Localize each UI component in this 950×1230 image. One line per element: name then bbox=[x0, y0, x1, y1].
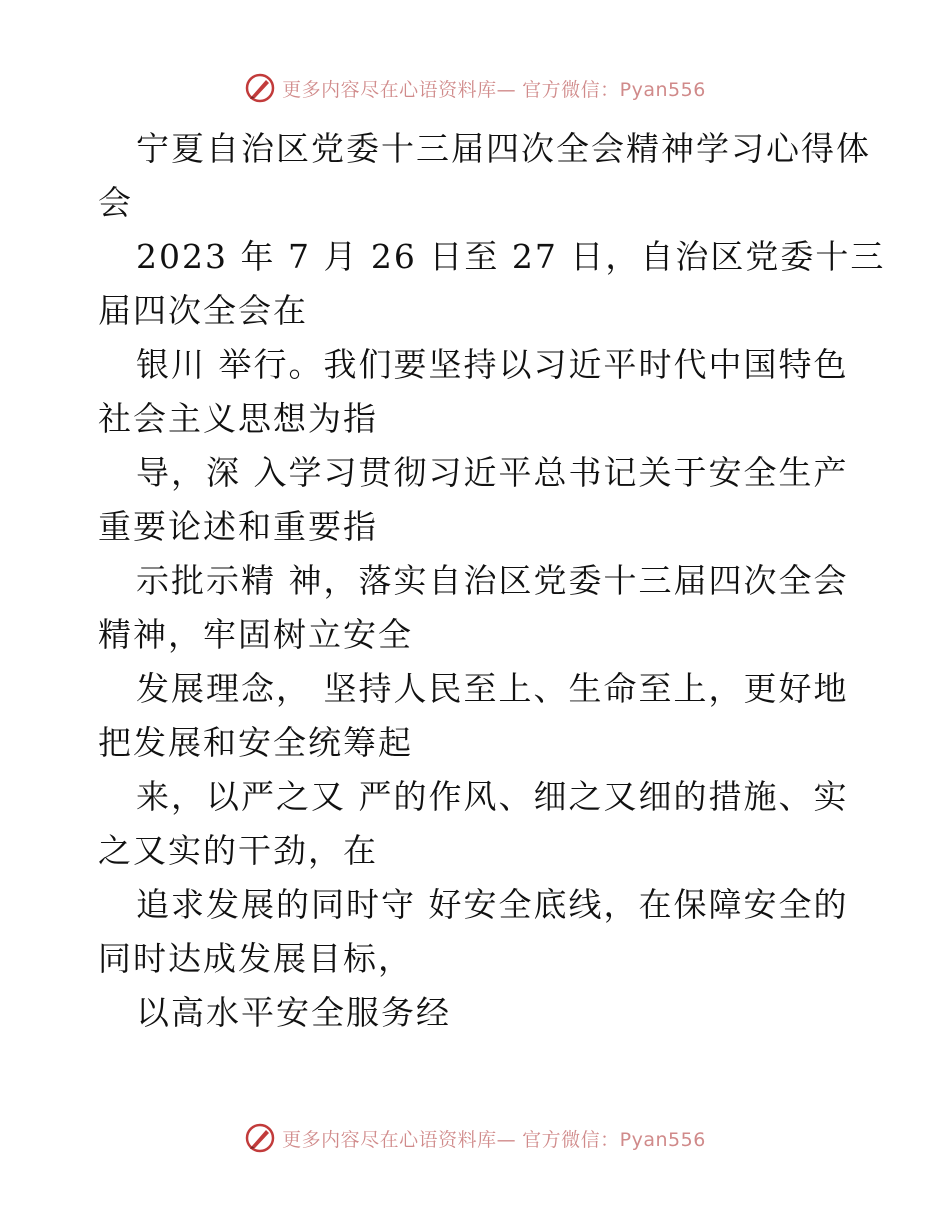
text-line: 示批示精 神，落实自治区党委十三届四次全会 bbox=[136, 561, 849, 600]
text-line: 把发展和安全统筹起 bbox=[98, 723, 413, 762]
text-line: 届四次全会在 bbox=[98, 291, 308, 330]
header-watermark bbox=[0, 72, 950, 104]
text-line: 同时达成发展目标， bbox=[98, 939, 413, 978]
watermark-text: 更多内容尽在心语资料库— bbox=[282, 1128, 517, 1151]
text-line: 银川 举行。我们要坚持以习近平时代中国特色 bbox=[136, 345, 849, 384]
watermark-contact: 官方微信：Pyan556 bbox=[522, 1128, 706, 1151]
document-body bbox=[98, 122, 886, 1040]
text-line: 宁夏自治区党委十三届四次全会精神学习心得体 bbox=[136, 129, 871, 168]
watermark-text: 更多内容尽在心语资料库— bbox=[282, 78, 517, 101]
text-line: 以高水平安全服务经 bbox=[136, 993, 451, 1032]
text-line: 重要论述和重要指 bbox=[98, 507, 378, 546]
text-line: 精神，牢固树立安全 bbox=[98, 615, 413, 654]
footer-watermark bbox=[0, 1122, 950, 1154]
text-line: 导，深 入学习贯彻习近平总书记关于安全生产 bbox=[136, 453, 849, 492]
text-line: 发展理念， 坚持人民至上、生命至上，更好地 bbox=[136, 669, 849, 708]
text-line: 来，以严之又 严的作风、细之又细的措施、实 bbox=[136, 777, 849, 816]
text-line: 社会主义思想为指 bbox=[98, 399, 378, 438]
quill-pen-logo-icon bbox=[244, 72, 276, 104]
quill-pen-logo-icon bbox=[244, 1122, 276, 1154]
watermark-contact: 官方微信：Pyan556 bbox=[522, 78, 706, 101]
text-line: 2023 年 7 月 26 日至 27 日，自治区党委十三 bbox=[136, 237, 886, 276]
text-line: 会 bbox=[98, 183, 133, 222]
text-line: 追求发展的同时守 好安全底线，在保障安全的 bbox=[136, 885, 849, 924]
text-line: 之又实的干劲，在 bbox=[98, 831, 378, 870]
